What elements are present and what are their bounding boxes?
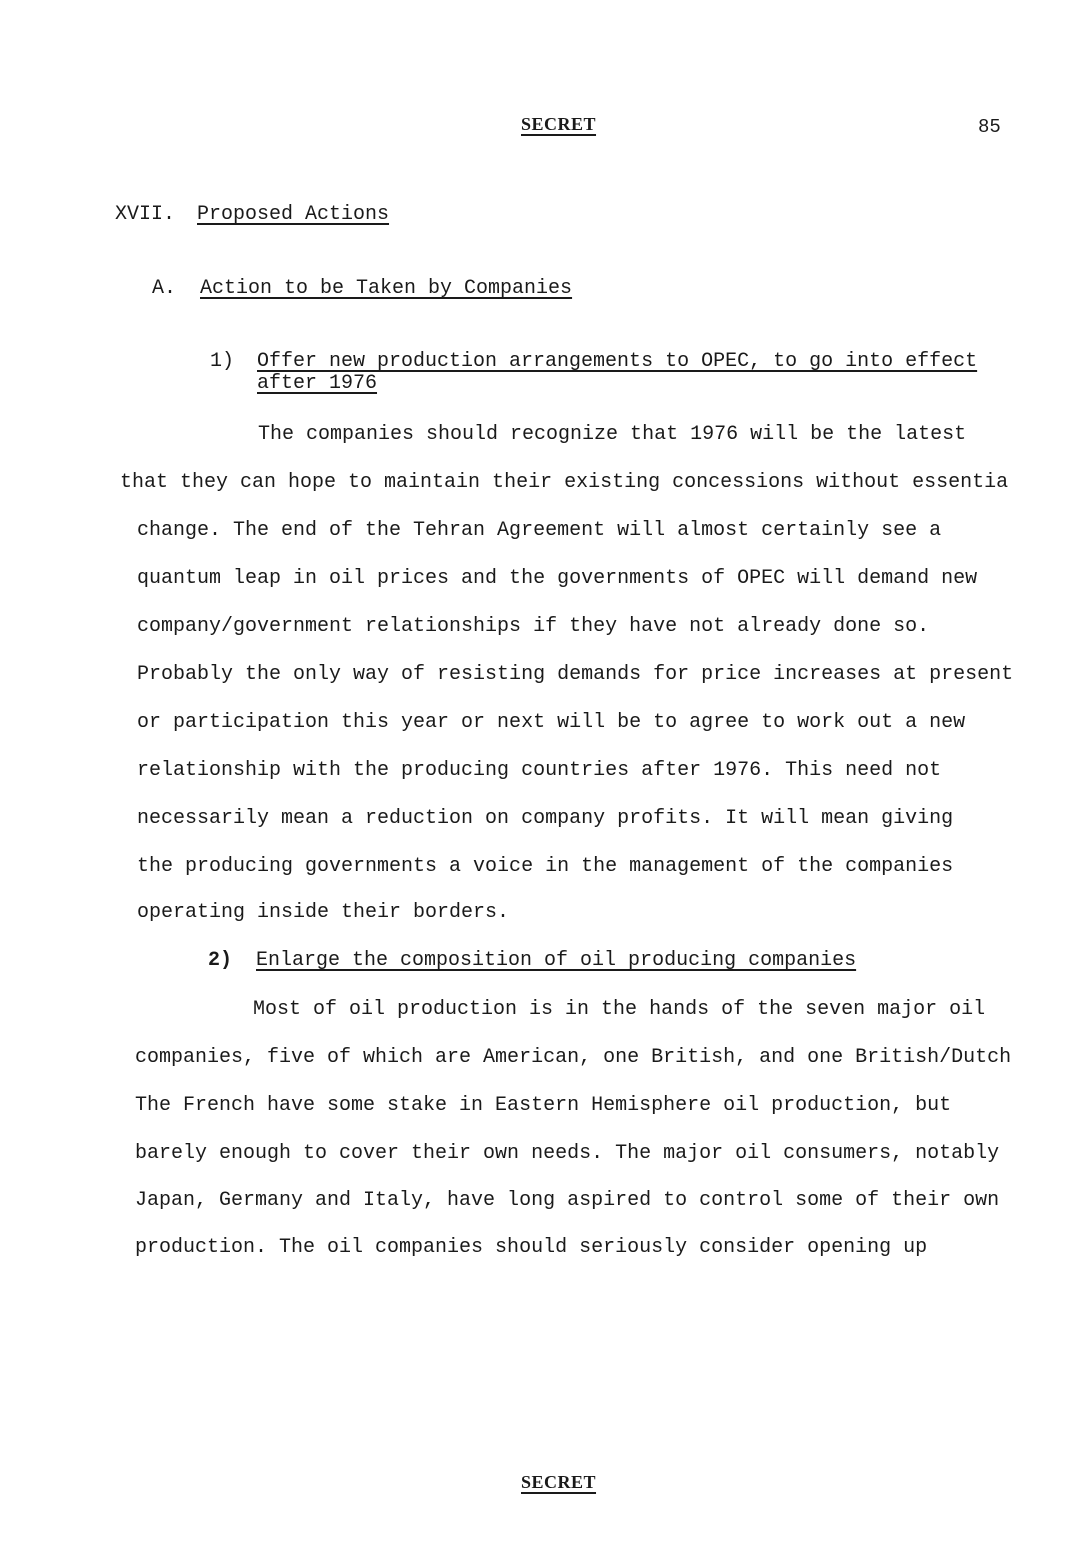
item2-body-line: barely enough to cover their own needs. The major oil consumers, notably	[135, 1142, 1000, 1165]
item2-number: 2)	[208, 949, 233, 972]
item1-heading-line2: after 1976	[257, 372, 378, 395]
item1-body-line: or participation this year or next will be to agree to work out a new	[137, 711, 966, 734]
item1-body-line: relationship with the producing countries after 1976. This need not	[137, 759, 942, 782]
item1-body-line: quantum leap in oil prices and the governments of OPEC will demand new	[137, 567, 978, 590]
item1-body-line: that they can hope to maintain their existing concessions without essentia	[120, 471, 1009, 494]
item2-body-line: Most of oil production is in the hands of the seven major oil	[253, 998, 986, 1021]
item1-body-line: company/government relationships if they have not already done so.	[137, 615, 930, 638]
page-number: 85	[978, 116, 1001, 138]
item1-number: 1)	[210, 350, 235, 373]
item1-body-line: the producing governments a voice in the management of the companies	[137, 855, 954, 878]
footer-classification: SECRET	[521, 1472, 597, 1492]
item2-body-line: Japan, Germany and Italy, have long aspired to control some of their own	[135, 1189, 1000, 1212]
item2-body-line: The French have some stake in Eastern Hemisphere oil production, but	[135, 1094, 952, 1117]
section-number: XVII.	[115, 203, 176, 226]
subsection-title: Action to be Taken by Companies	[200, 277, 573, 300]
header-classification: SECRET	[521, 114, 597, 134]
item1-body-line: change. The end of the Tehran Agreement will almost certainly see a	[137, 519, 942, 542]
item1-body-line: The companies should recognize that 1976 will be the latest	[258, 423, 967, 446]
item1-heading-line1: Offer new production arrangements to OPEC, to go into effect	[257, 350, 978, 373]
item2-heading: Enlarge the composition of oil producing companies	[256, 949, 857, 972]
subsection-letter: A.	[152, 277, 177, 300]
item2-body-line: production. The oil companies should seriously consider opening up	[135, 1236, 928, 1259]
item1-body-line: necessarily mean a reduction on company profits. It will mean giving	[137, 807, 954, 830]
item1-body-line: Probably the only way of resisting demands for price increases at present	[137, 663, 1014, 686]
item2-body-line: companies, five of which are American, one British, and one British/Dutch	[135, 1046, 1012, 1069]
section-title: Proposed Actions	[197, 203, 390, 226]
item1-body-line: operating inside their borders.	[137, 901, 510, 924]
